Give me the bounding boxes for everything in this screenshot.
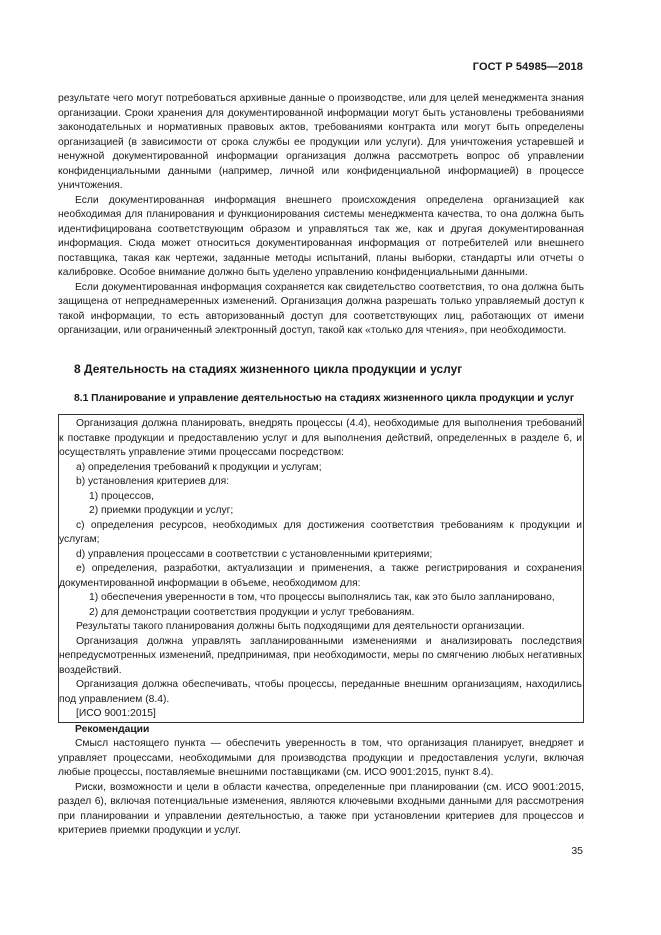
sub-list-item: 2) приемки продукции и услуг; [89,505,234,516]
list-item: e) определения, разработки, актуализации и применения, а также регистрирования и сохранения документированной информации в объеме, необходимом для: [59,563,582,589]
list-item: d) управления процессами в соответствии с установленными критериями; [76,548,433,560]
subsection-heading: 8.1 Планирование и управление деятельностью на стадиях жизненного цикла продукции и услуг [74,392,575,404]
list-item: c) определения ресурсов, необходимых для достижения соответствия требованиям к продукции и услугам; [59,519,582,545]
sub-list-item: 1) обеспечения уверенности в том, что процессы выполнялись так, как это было запланировано, [89,592,555,603]
recommendations-heading: Рекомендации [75,723,150,735]
list-item: b) установления критериев для: [76,476,230,487]
standard-quote-box [58,414,584,723]
sub-list-item: 2) для демонстрации соответствия продукции и услуг требованиям. [89,606,415,618]
paragraph: Смысл настоящего пункта — обеспечить уверенность в том, что организация планирует, внедряет и управляет процессами, необходимыми для производства продукции и предоставления услуги, включая любые процессы, поставляемые внешними поставщиками (см. ИСО 9001:2015, пункт 8.4). [58,738,584,778]
paragraph: результате чего могут потребоваться архивные данные о производстве, или для целей менеджмента знания организации. Сроки хранения для документированной информации могут быть установлены требованиями законодательных и нормативных правовых актов, требованиями контракта или могут быть определены организацией (в зависимости от срока службы ее продукции или услуги). Для уничтожения устаревшей и ненужной документированной информации организация должна рассмотреть вопрос об управлении конфиденциальными данными (например, личной или конфиденциальной информацией) в процессе уничтожения. [58,93,584,191]
quote-paragraph: Организация должна управлять запланированными изменениями и анализировать последствия непредусмотренных изменений, предпринимая, при необходимости, меры по смягчению любых негативных воздействий. [59,635,582,676]
quote-paragraph: Организация должна обеспечивать, чтобы процессы, переданные внешним организациям, находились под управлением (8.4). [59,679,582,705]
section-heading: 8 Деятельность на стадиях жизненного цикла продукции и услуг [74,361,463,376]
paragraph: Если документированная информация внешнего происхождения определена организацией как необходимая для планирования и функционирования системы менеджмента качества, то она должна быть идентифицирована соответствующим образом и управляться так же, как и другая документированная информация. Сюда может относиться документированная информация от потребителей или внешнего поставщика, такая как чертежи, заданные методы испытаний, планы выборки, стандарты или отчеты о калибровке. Особое внимание должно быть уделено управлению конфиденциальными данными. [58,194,584,278]
sub-list-item: 1) процессов, [89,490,155,502]
document-header: ГОСТ Р 54985—2018 [472,61,583,73]
page-content [58,92,584,839]
standard-reference: [ИСО 9001:2015] [76,708,156,719]
quote-paragraph: Результаты такого планирования должны быть подходящими для деятельности организации. [76,621,525,632]
page-number: 35 [571,845,583,857]
paragraph: Риски, возможности и цели в области качества, определенные при планировании (см. ИСО 9001:2015, раздел 6), включая потенциальные изменения, являются ключевыми входными данными для рассмотрения при планировании и управлении деятельностью, а также при установлении критериев для процессов и критериев приемки продукции и услуг. [58,781,584,836]
paragraph: Если документированная информация сохраняется как свидетельство соответствия, то она должна быть защищена от непреднамеренных изменений. Организация должна разрешать только управляемый доступ к такой информации, то есть авторизованный доступ для соответствующих лиц, работающих от имени организации, или ограниченный электронный доступ, такой как «только для чтения», при необходимости. [58,281,584,336]
quote-paragraph: Организация должна планировать, внедрять процессы (4.4), необходимые для выполнения требований к поставке продукции и предоставлению услуг и для выполнения действий, определенных в разделе 6, и осуществлять управление этими процессами посредством: [59,418,582,458]
list-item: a) определения требований к продукции и услугам; [76,461,322,473]
